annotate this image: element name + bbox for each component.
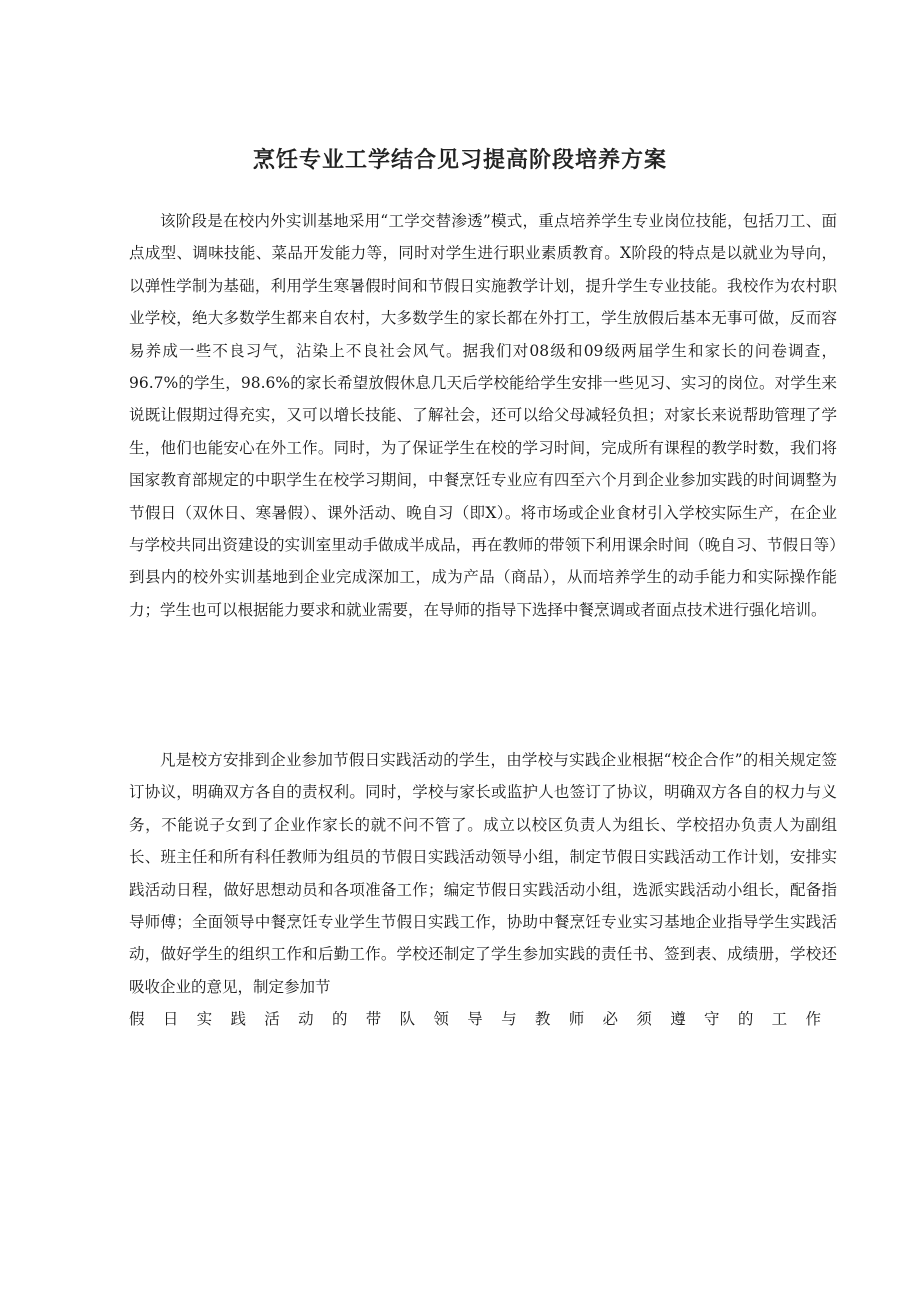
paragraph-2	[129, 744, 837, 1036]
document-title: 烹饪专业工学结合见习提高阶段培养方案	[252, 148, 667, 173]
paragraph-2-last-line: 假日实践活动的带队领导与教师必须遵守的工作	[129, 1010, 821, 1029]
paragraph-2-body: 凡是校方安排到企业参加节假日实践活动的学生，由学校与实践企业根据“校企合作”的相关规定签订协议，明确双方各自的责权利。同时，学校与家长或监护人也签订了协议，明确双方各自的权力与义务，不能说子女到了企业作家长的就不问不管了。成立以校区负责人为组长、学校招办负责人为副组长、班主任和所有科任教师为组员的节假日实践活动领导小组，制定节假日实践活动工作计划，安排实践活动日程，做好思想动员和各项准备工作；编定节假日实践活动小组，选派实践活动小组长，配备指导师傅；全面领导中餐烹饪专业学生节假日实践工作，协助中餐烹饪专业实习基地企业指导学生实践活动，做好学生的组织工作和后勤工作。学校还制定了学生参加实践的责任书、签到表、成绩册，学校还吸收企业的意见，制定参加节	[129, 751, 837, 996]
paragraph-1: 该阶段是在校内外实训基地采用“工学交替渗透”模式，重点培养学生专业岗位技能，包括刀工、面点成型、调味技能、菜品开发能力等，同时对学生进行职业素质教育。X阶段的特点是以就业为导向，以弹性学制为基础，利用学生寒暑假时间和节假日实施教学计划，提升学生专业技能。我校作为农村职业学校，绝大多数学生都来自农村，大多数学生的家长都在外打工，学生放假后基本无事可做，反而容易养成一些不良习气，沾染上不良社会风气。据我们对08级和09级两届学生和家长的问卷调查，96.7%的学生，98.6%的家长希望放假休息几天后学校能给学生安排一些见习、实习的岗位。对学生来说既让假期过得充实，又可以增长技能、了解社会，还可以给父母减轻负担；对家长来说帮助管理了学生，他们也能安心在外工作。同时，为了保证学生在校的学习时间，完成所有课程的教学时数，我们将国家教育部规定的中职学生在校学习期间，中餐烹饪专业应有四至六个月到企业参加实践的时间调整为节假日（双休日、寒暑假）、课外活动、晚自习（即X）。将市场或企业食材引入学校实际生产，在企业与学校共同出资建设的实训室里动手做成半成品，再在教师的带领下利用课余时间（晚自习、节假日等）到县内的校外实训基地到企业完成深加工，成为产品（商品），从而培养学生的动手能力和实际操作能力；学生也可以根据能力要求和就业需要，在导师的指导下选择中餐烹调或者面点技术进行强化培训。	[129, 212, 837, 619]
